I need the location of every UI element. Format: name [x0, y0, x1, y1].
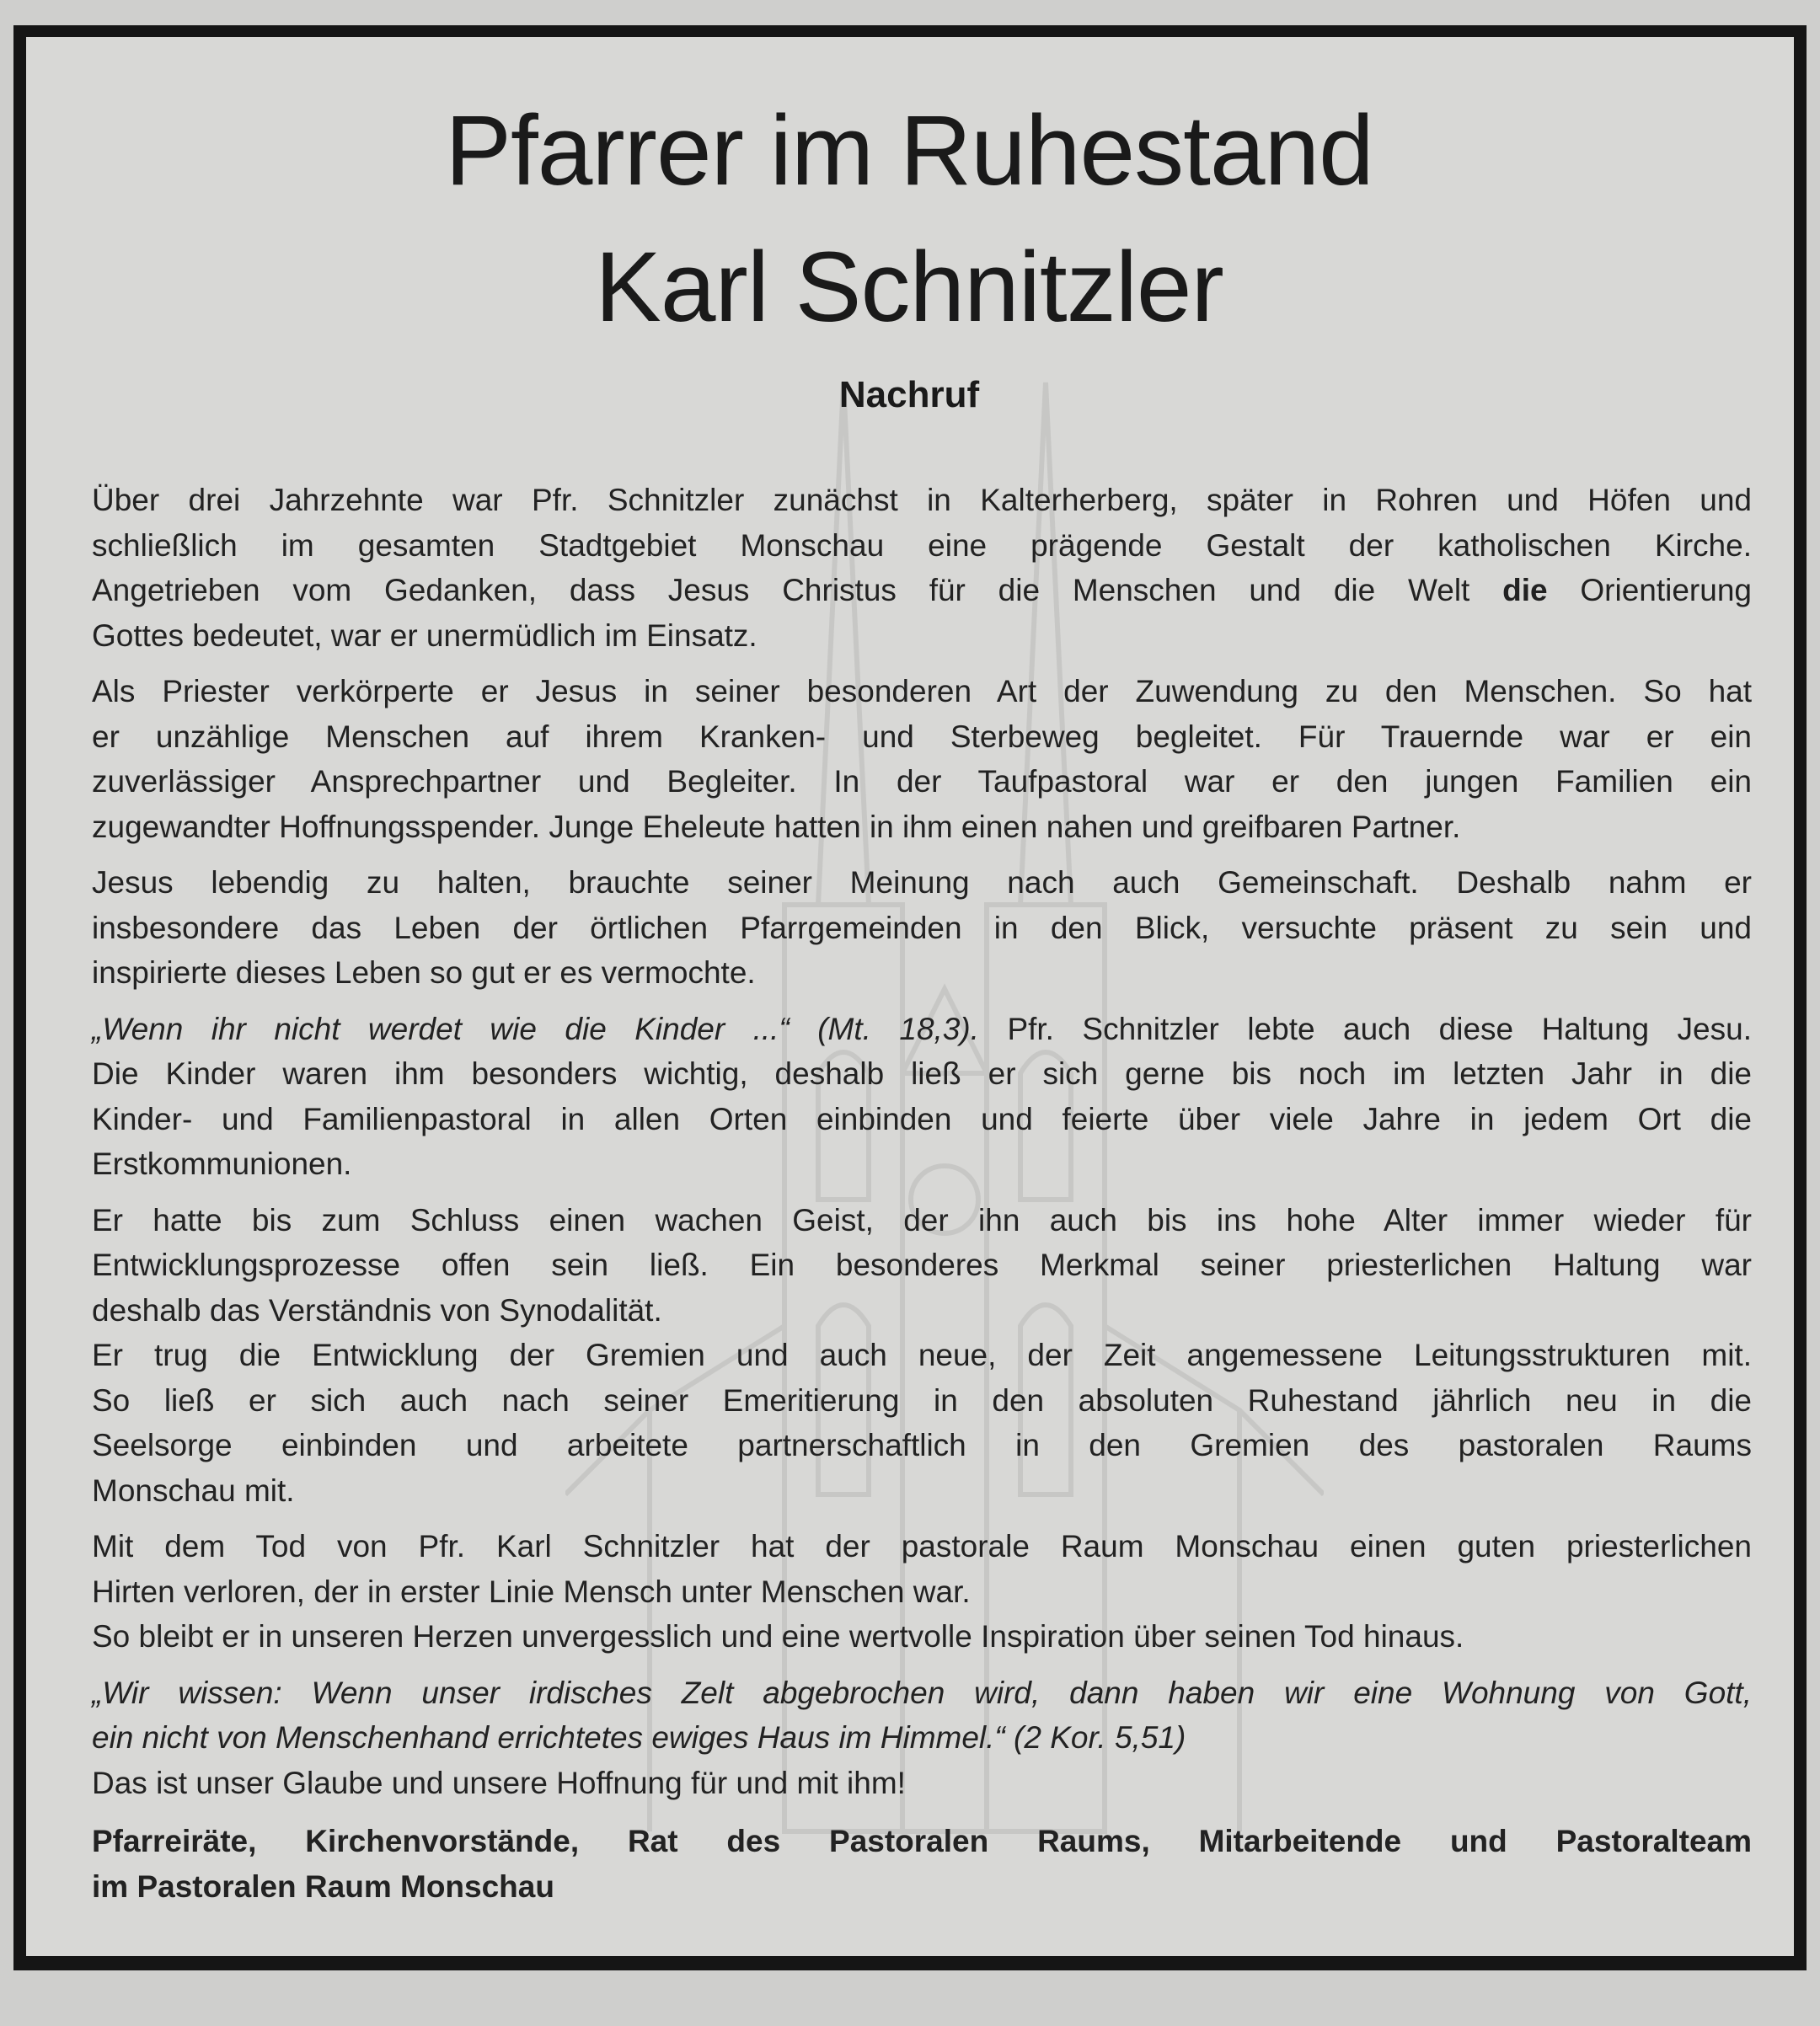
text-line: Hirten verloren, der in erster Linie Mensch unter Menschen war.: [92, 1574, 971, 1609]
text-segment: Pfr. Schnitzler lebte auch diese Haltung Jesu.: [979, 1011, 1752, 1046]
title-line-2: Karl Schnitzler: [595, 232, 1223, 343]
emphasis-word: die: [1502, 573, 1548, 607]
text-line: Monschau mit.: [92, 1473, 295, 1508]
text-line: Seelsorge einbinden und arbeitete partnerschaftlich in den Gremien des pastoralen Raums: [92, 1428, 1752, 1462]
text-segment: Angetrieben vom Gedanken, dass Jesus Christus für die Menschen und die Welt: [92, 573, 1503, 607]
paragraph-6: [92, 1333, 1752, 1513]
paragraph-7: [92, 1524, 1752, 1660]
text-line: Als Priester verkörperte er Jesus in seiner besonderen Art der Zuwendung zu den Menschen. So hat: [92, 674, 1752, 708]
text-line: zuverlässiger Ansprechpartner und Begleiter. In der Taufpastoral war er den jungen Familien ein: [92, 764, 1752, 799]
paragraph-3: [92, 860, 1752, 996]
obituary-body: [92, 478, 1752, 1920]
text-line: inspirierte dieses Leben so gut er es vermochte.: [92, 955, 756, 990]
paragraph-2: [92, 669, 1752, 849]
text-line: deshalb das Verständnis von Synodalität.: [92, 1292, 662, 1328]
text-line: Kinder- und Familienpastoral in allen Orten einbinden und feierte über viele Jahre in jedem Ort die: [92, 1101, 1752, 1136]
paragraph-1: [92, 478, 1752, 658]
paragraph-4: [92, 1007, 1752, 1187]
text-line: Mit dem Tod von Pfr. Karl Schnitzler hat der pastorale Raum Monschau einen guten priesterlichen: [92, 1529, 1752, 1564]
text-line: Entwicklungsprozesse offen sein ließ. Ein besonderes Merkmal seiner priesterlichen Haltung war: [92, 1248, 1752, 1282]
text-line: Die Kinder waren ihm besonders wichtig, deshalb ließ er sich gerne bis noch im letzten Jahr in die: [92, 1056, 1752, 1091]
text-segment: Orientierung: [1547, 573, 1752, 607]
paragraph-8: [92, 1671, 1752, 1806]
text-line: [92, 1715, 1752, 1761]
text-line: Über drei Jahrzehnte war Pfr. Schnitzler zunächst in Kalterherberg, später in Rohren und Höfen und: [92, 483, 1752, 517]
title-line-1: Pfarrer im Ruhestand: [445, 95, 1373, 206]
text-line: Gottes bedeutet, war er unermüdlich im Einsatz.: [92, 617, 757, 653]
text-line: [92, 1007, 1752, 1052]
obituary-frame: [13, 25, 1807, 1970]
text-line: Er trug die Entwicklung der Gremien und auch neue, der Zeit angemessene Leitungsstrukturen mit.: [92, 1338, 1752, 1372]
text-line: insbesondere das Leben der örtlichen Pfarrgemeinden in den Blick, versuchte präsent zu sein und: [92, 910, 1752, 945]
signature-line: Pfarreiräte, Kirchenvorstände, Rat des Pastoralen Raums, Mitarbeitende und Pastoralteam: [92, 1824, 1752, 1858]
signature: [92, 1819, 1752, 1909]
text-line: Erstkommunionen.: [92, 1147, 352, 1181]
text-line: Er hatte bis zum Schluss einen wachen Geist, der ihn auch bis ins hohe Alter immer wieder für: [92, 1202, 1752, 1238]
text-line: er unzählige Menschen auf ihrem Kranken- und Sterbeweg begleitet. Für Trauernde war er ein: [92, 719, 1752, 754]
paragraph-5: [92, 1198, 1752, 1334]
bible-quote: „Wenn ihr nicht werdet wie die Kinder ...“ (Mt. 18,3).: [92, 1011, 979, 1046]
bible-quote-line: „Wir wissen: Wenn unser irdisches Zelt abgebrochen wird, dann haben wir eine Wohnung von Gott,: [92, 1675, 1752, 1710]
text-line: [92, 568, 1752, 613]
signature-line: im Pastoralen Raum Monschau: [92, 1868, 554, 1904]
text-line: schließlich im gesamten Stadtgebiet Monschau eine prägende Gestalt der katholischen Kirche.: [92, 527, 1752, 563]
text-line: So bleibt er in unseren Herzen unvergesslich und eine wertvolle Inspiration über seinen Tod hinaus.: [92, 1619, 1464, 1654]
bible-reference: (2 Kor. 5,51): [1004, 1720, 1186, 1755]
bible-quote-line: ein nicht von Menschenhand errichtetes ewiges Haus im Himmel.“: [92, 1720, 1005, 1755]
text-line: So ließ er sich auch nach seiner Emeritierung in den absoluten Ruhestand jährlich neu in die: [92, 1382, 1752, 1418]
text-line: Das ist unser Glaube und unsere Hoffnung für und mit ihm!: [92, 1765, 906, 1800]
subtitle: Nachruf: [838, 374, 980, 415]
text-line: zugewandter Hoffnungsspender. Junge Eheleute hatten in ihm einen nahen und greifbaren Partner.: [92, 809, 1461, 844]
text-line: Jesus lebendig zu halten, brauchte seiner Meinung nach auch Gemeinschaft. Deshalb nahm er: [92, 865, 1752, 900]
